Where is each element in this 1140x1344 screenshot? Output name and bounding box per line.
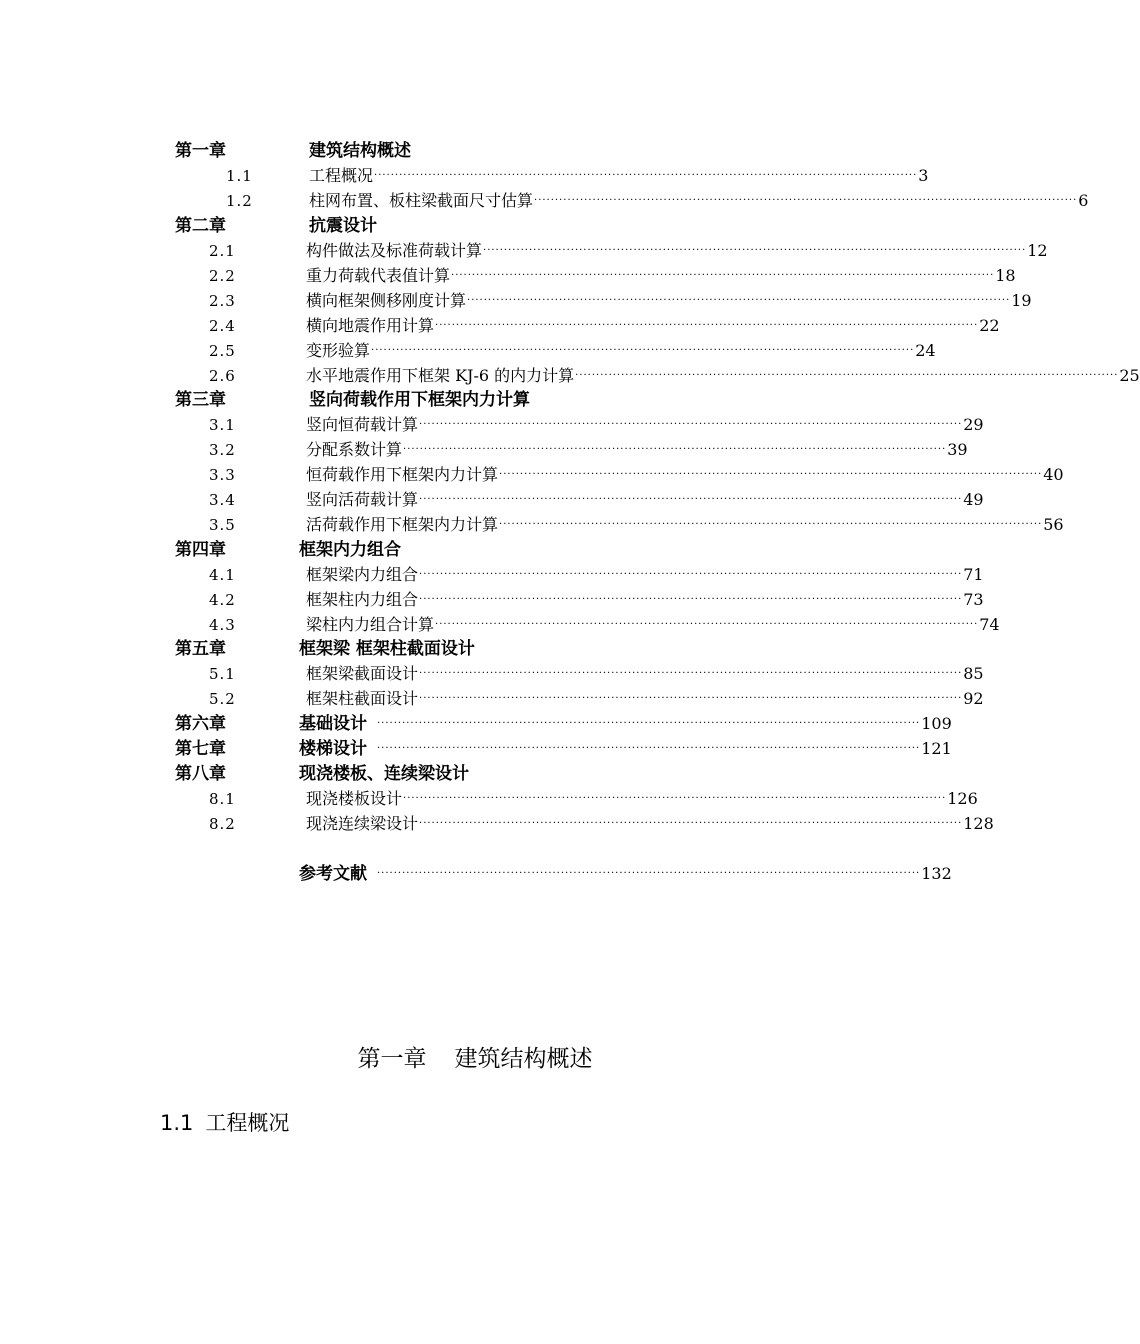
section-title: 变形验算	[306, 341, 371, 360]
leader-dots: ··································································································································	[534, 195, 1078, 206]
chapter-number: 第二章	[175, 216, 226, 236]
chapter-title: 楼梯设计	[299, 739, 367, 759]
page-number: 6	[1078, 191, 1089, 210]
chapter-number: 第一章	[175, 141, 226, 161]
chapter-title: 竖向荷载作用下框架内力计算	[309, 390, 530, 410]
section-heading-title: 工程概况	[205, 1111, 290, 1135]
leader-dots: ··································································································································	[435, 619, 979, 630]
page-number: 3	[918, 166, 929, 185]
leader-dots: ··································································································································	[377, 743, 921, 754]
section-number: 2.6	[209, 367, 236, 385]
section-title: 恒荷载作用下框架内力计算	[306, 465, 499, 484]
chapter-title: 建筑结构概述	[309, 141, 411, 161]
leader-dots: ··································································································································	[451, 270, 995, 281]
section-number: 4.3	[209, 616, 236, 634]
leader-dots: ··································································································································	[499, 469, 1043, 480]
section-number: 3.4	[209, 491, 236, 509]
section-title: 框架梁截面设计	[306, 664, 419, 683]
page-number: 128	[963, 814, 994, 833]
section-title: 框架柱截面设计	[306, 689, 419, 708]
section-heading	[160, 1108, 289, 1138]
section-title: 现浇楼板设计	[306, 789, 403, 808]
chapter-heading-title: 建筑结构概述	[454, 1046, 593, 1072]
section-title: 构件做法及标准荷载计算	[306, 241, 483, 260]
leader-dots: ··································································································································	[419, 693, 963, 704]
page-number: 40	[1043, 465, 1064, 484]
section-number: 8.1	[209, 790, 236, 808]
chapter-title: 抗震设计	[309, 216, 377, 236]
leader-dots: ··································································································································	[377, 868, 921, 879]
page-number: 22	[979, 316, 1000, 335]
section-title: 横向框架侧移刚度计算	[306, 291, 467, 310]
chapter-title: 现浇楼板、连续梁设计	[299, 764, 469, 784]
leader-dots: ··································································································································	[499, 519, 1043, 530]
section-title: 竖向活荷载计算	[306, 490, 419, 509]
page-number: 25	[1119, 366, 1140, 385]
section-title: 水平地震作用下框架 KJ-6 的内力计算	[306, 366, 575, 385]
section-number: 2.5	[209, 342, 236, 360]
chapter-heading-number: 第一章	[357, 1046, 427, 1072]
section-number: 1.2	[226, 192, 253, 210]
section-number: 5.2	[209, 690, 236, 708]
section-number: 3.1	[209, 416, 236, 434]
page-number: 18	[995, 266, 1016, 285]
leader-dots: ··································································································································	[419, 594, 963, 605]
section-title: 重力荷载代表值计算	[306, 266, 451, 285]
leader-dots: ··································································································································	[377, 718, 921, 729]
leader-dots: ··································································································································	[419, 569, 963, 580]
page-number: 73	[963, 590, 984, 609]
section-heading-number: 1.1	[160, 1111, 194, 1135]
section-title: 竖向恒荷载计算	[306, 415, 419, 434]
leader-dots: ··································································································································	[374, 170, 918, 181]
section-title: 活荷载作用下框架内力计算	[306, 515, 499, 534]
page-number: 74	[979, 615, 1000, 634]
page-number: 71	[963, 565, 984, 584]
leader-dots: ··································································································································	[403, 444, 947, 455]
section-number: 2.4	[209, 317, 236, 335]
section-number: 3.3	[209, 466, 236, 484]
section-title: 现浇连续梁设计	[306, 814, 419, 833]
chapter-title: 框架梁 框架柱截面设计	[299, 639, 475, 659]
page-number: 29	[963, 415, 984, 434]
leader-dots: ··································································································································	[435, 320, 979, 331]
section-number: 2.3	[209, 292, 236, 310]
page-number: 56	[1043, 515, 1064, 534]
leader-dots: ··································································································································	[575, 370, 1119, 381]
section-number: 4.1	[209, 566, 236, 584]
leader-dots: ··································································································································	[371, 345, 915, 356]
leader-dots: ··································································································································	[419, 818, 963, 829]
section-number: 3.2	[209, 441, 236, 459]
references-title: 参考文献	[299, 864, 367, 884]
leader-dots: ··································································································································	[419, 419, 963, 430]
page-number: 24	[915, 341, 936, 360]
page-number: 85	[963, 664, 984, 683]
chapter-number: 第六章	[175, 714, 226, 734]
section-number: 1.1	[226, 167, 253, 185]
section-number: 4.2	[209, 591, 236, 609]
section-title: 框架梁内力组合	[306, 565, 419, 584]
section-number: 8.2	[209, 815, 236, 833]
section-number: 3.5	[209, 516, 236, 534]
page-number: 19	[1011, 291, 1032, 310]
section-title: 横向地震作用计算	[306, 316, 435, 335]
leader-dots: ··································································································································	[483, 245, 1027, 256]
section-number: 2.1	[209, 242, 236, 260]
leader-dots: ··································································································································	[467, 295, 1011, 306]
page-number: 121	[921, 739, 952, 758]
chapter-number: 第四章	[175, 540, 226, 560]
page-number: 132	[921, 864, 952, 883]
section-title: 梁柱内力组合计算	[306, 615, 435, 634]
chapter-number: 第三章	[175, 390, 226, 410]
chapter-heading	[0, 1044, 950, 1074]
section-number: 5.1	[209, 665, 236, 683]
section-title: 工程概况	[309, 166, 374, 185]
page-number: 49	[963, 490, 984, 509]
page-number: 92	[963, 689, 984, 708]
leader-dots: ··································································································································	[419, 668, 963, 679]
section-number: 2.2	[209, 267, 236, 285]
page-number: 12	[1027, 241, 1048, 260]
section-title: 分配系数计算	[306, 440, 403, 459]
chapter-number: 第五章	[175, 639, 226, 659]
page-number: 126	[947, 789, 978, 808]
leader-dots: ··································································································································	[419, 494, 963, 505]
section-title: 柱网布置、板柱梁截面尺寸估算	[309, 191, 534, 210]
page-number: 109	[921, 714, 952, 733]
leader-dots: ··································································································································	[403, 793, 947, 804]
chapter-number: 第七章	[175, 739, 226, 759]
chapter-title: 框架内力组合	[299, 540, 401, 560]
chapter-title: 基础设计	[299, 714, 367, 734]
chapter-number: 第八章	[175, 764, 226, 784]
section-title: 框架柱内力组合	[306, 590, 419, 609]
page-number: 39	[947, 440, 968, 459]
